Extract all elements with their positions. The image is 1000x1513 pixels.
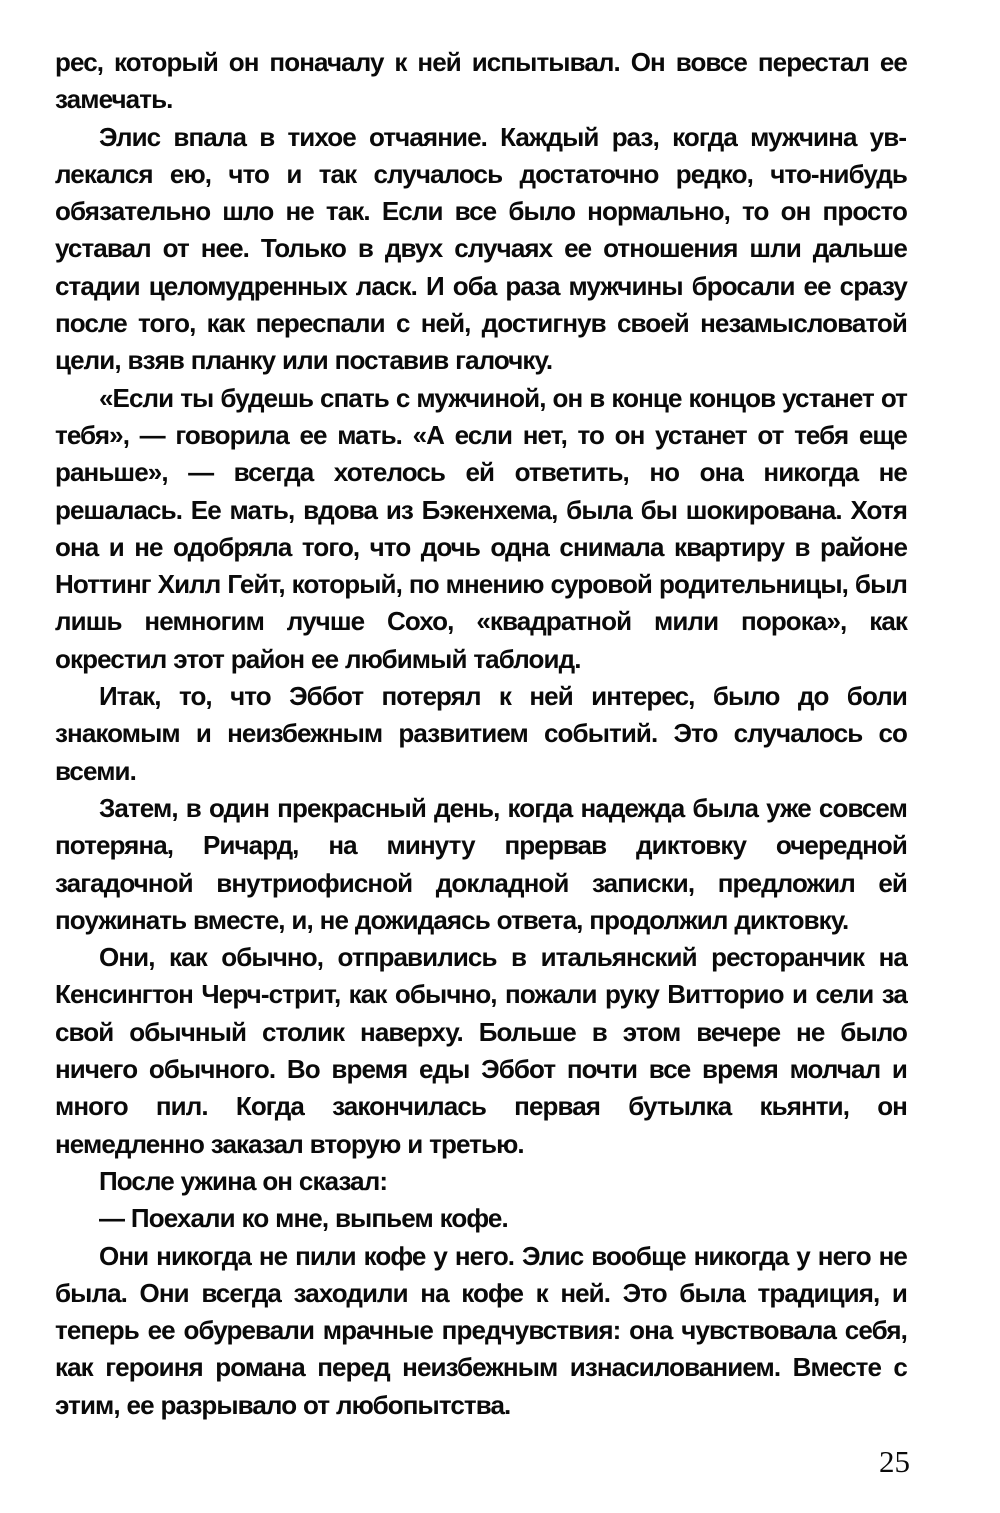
paragraph-9: Они никогда не пили кофе у него. Элис вообще никогда у него не была. Они всегда заходили на кофе к ней. Это была традиция, и теперь ее обуревали мрачные предчувствия: она чувствовала себя, как героиня романа перед неизбежным изнасилованием. Вместе с этим, ее разрывало от любопытства. xyxy=(55,1240,907,1420)
paragraph-2: Элис впала в тихое отчаяние. Каждый раз, когда мужчина увлекался ею, что и так случалось достаточно редко, что-нибудь обязательно шло не так. Если все было нормально, то он просто уставал от нее. Только в двух случаях ее отношения шли дальше стадии целомудренных ласк. И оба раза мужчины бросали ее сразу после того, как переспали с ней, достигнув своей незамысловатой цели, взяв планку или поставив галочку. xyxy=(55,121,907,376)
paragraph-7: После ужина он сказал: xyxy=(99,1165,388,1196)
dialogue-line: — Поехали ко мне, выпьем кофе. xyxy=(99,1203,508,1234)
paragraph-6: Они, как обычно, отправились в итальянский ресторанчик на Кенсингтон Черч-стрит, как обычно, пожали руку Витторио и сели за свой обычный столик наверху. Больше в этом вечере не было ничего обычного. Во время еды Эббот почти все время молчал и много пил. Когда закончилась первая бутылка кьянти, он немедленно заказал вторую и третью. xyxy=(55,942,907,1159)
paragraph-3: «Если ты будешь спать с мужчиной, он в конце концов устанет от тебя», — говорила ее мать. «А если нет, то он устанет от тебя еще раньше», — всегда хотелось ей ответить, но она никогда не решалась. Ее мать, вдова из Бэкенхема, была бы шокирована. Хотя она и не одобряла того, что дочь одна снимала квартиру в районе Ноттинг Хилл Гейт, который, по мнению суровой родительницы, был лишь немногим лучше Сохо, «квадратной мили порока», как окрестил этот район ее любимый таблоид. xyxy=(55,382,907,674)
page-number: 25 xyxy=(879,1444,910,1479)
paragraph-1: рес, который он поначалу к ней испытывал. Он вовсе перестал ее замечать. xyxy=(55,47,907,115)
body-text xyxy=(55,44,907,1424)
paragraph-5: Затем, в один прекрасный день, когда надежда была уже совсем потеряна, Ричард, на минуту прервав диктовку очередной загадочной внутриофисной докладной записки, предложил ей поужинать вместе, и, не дожидаясь ответа, продолжил диктовку. xyxy=(55,792,907,935)
paragraph-4: Итак, то, что Эббот потерял к ней интерес, было до боли знакомым и неизбежным развитием событий. Это случалось со всеми. xyxy=(55,681,907,786)
